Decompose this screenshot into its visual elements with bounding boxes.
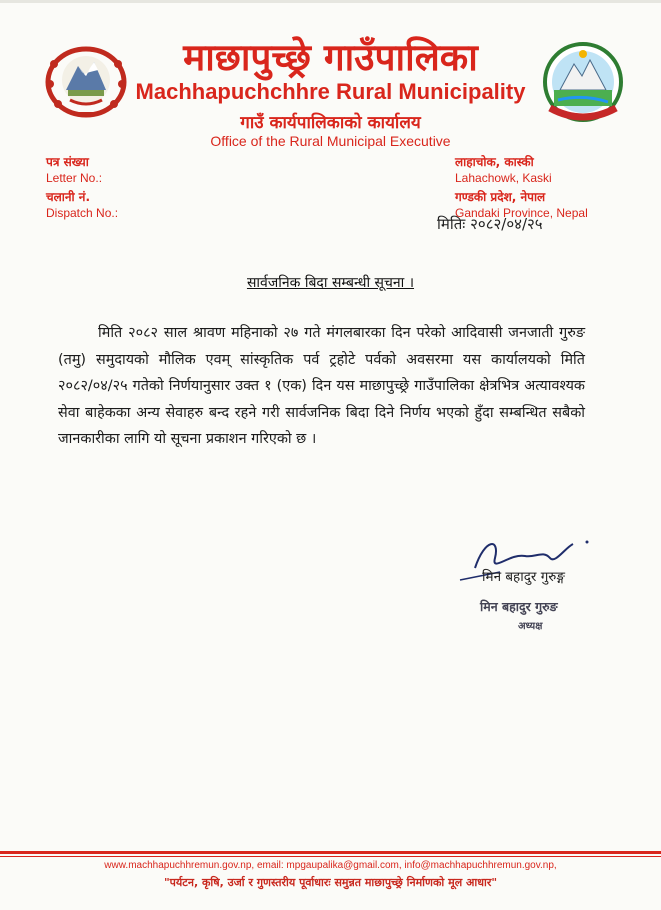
office-title-english: Office of the Rural Municipal Executive [210, 133, 451, 149]
stamp-name: मिन बहादुर गुरुङ [480, 599, 558, 614]
signatory-name: मिन बहादुर गुरुङ्ग [482, 569, 565, 585]
letter-date: मितिः २०८२/०४/२५ [437, 215, 543, 233]
dispatch-no-label-english: Dispatch No.: [46, 206, 119, 220]
office-title-nepali: गाउँ कार्यपालिकाको कार्यालय [240, 113, 421, 133]
footer-divider-thin [0, 856, 661, 857]
address-line2-english: Gandaki Province, Nepal [455, 206, 588, 220]
letter-no-label-english: Letter No.: [46, 171, 103, 185]
address-line1-english: Lahachowk, Kaski [455, 171, 552, 185]
footer-contact: www.machhapuchhremun.gov.np, email: mpgaupalika@gmail.com, info@machhapuchhremun.gov.np, [104, 860, 557, 871]
dispatch-no-label-nepali: चलानी नं. [46, 190, 91, 204]
stamp-title: अध्यक्ष [518, 621, 543, 632]
address-line1-nepali: लाहाचोक, कास्की [455, 155, 534, 169]
notice-subject-text: सार्वजनिक बिदा सम्बन्धी सूचना । [246, 275, 415, 291]
notice-subject [0, 273, 661, 292]
scan-edge [0, 0, 661, 3]
municipality-title-nepali: माछापुच्छ्रे गाउँपालिका [183, 36, 478, 79]
notice-body: मिति २०८२ साल श्रावण महिनाको २७ गते मंगलबारका दिन परेको आदिवासी जनजाती गुरुङ (तमु) समुदायको मौलिक एवम् सांस्कृतिक पर्व ट्रहोटे पर्वको अवसरमा यस कार्यालयको मिति २०८२/०४/२५ गतेको निर्णयानुसार उक्त १ (एक) दिन यस माछापुच्छ्रे गाउँपालिका क्षेत्रभित्र अत्यावश्यक सेवा बाहेकका अन्य सेवाहरु बन्द रहने गरी सार्वजनिक बिदा दिने निर्णय भएको हुँदा सम्बन्धित सबैको जानकारीका लागि यो सूचना प्रकाशन गरिएको छ । [58, 325, 585, 448]
footer-motto: "पर्यटन, कृषि, उर्जा र गुणस्तरीय पूर्वाधारः समुन्नत माछापुच्छ्रे निर्माणको मूल आधार" [163, 876, 498, 889]
address-line2-nepali: गण्डकी प्रदेश, नेपाल [455, 190, 546, 204]
municipality-title-english: Machhapuchchhre Rural Municipality [135, 79, 526, 104]
letter-no-label-nepali: पत्र संख्या [46, 155, 89, 169]
footer-divider [0, 851, 661, 854]
